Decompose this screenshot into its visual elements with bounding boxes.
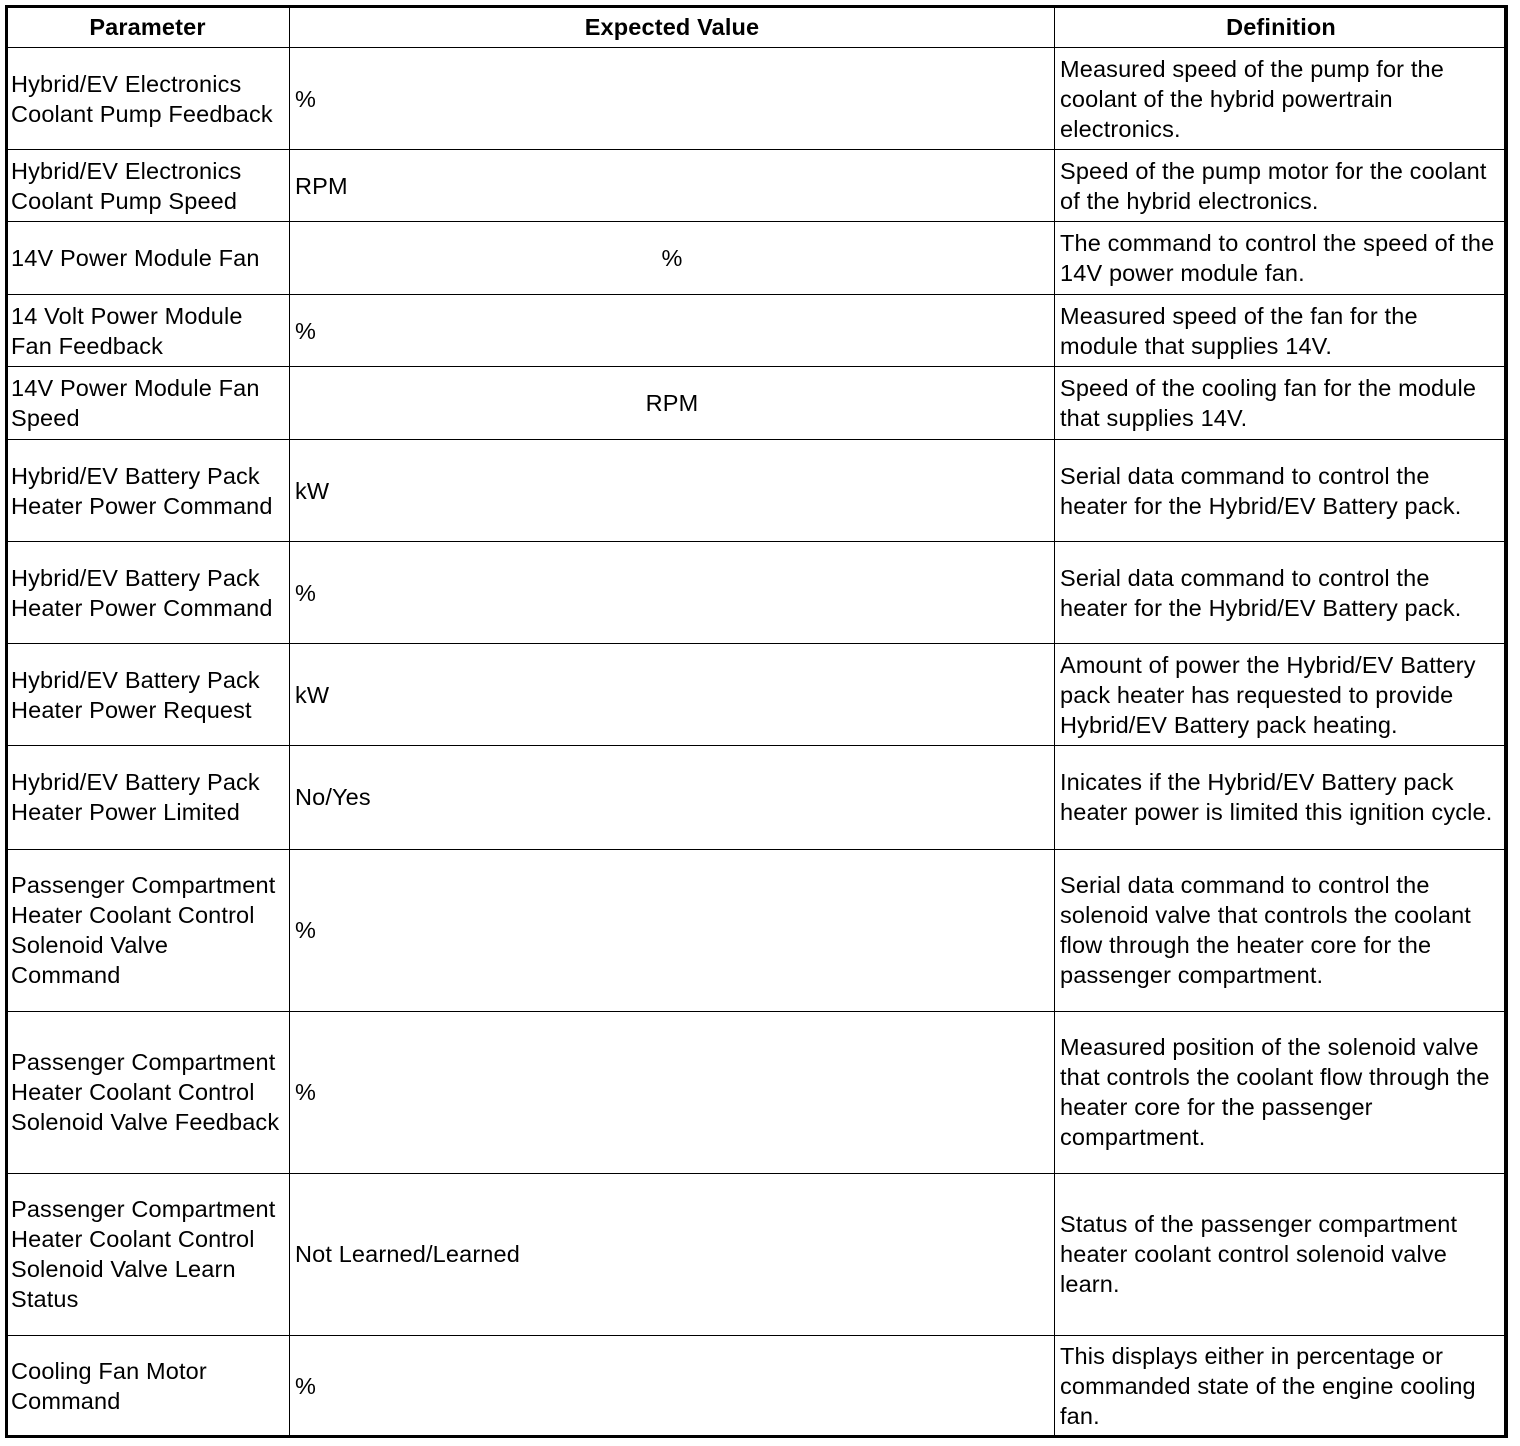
expected-value-cell: Not Learned/Learned: [290, 1173, 1055, 1335]
definition-cell: Speed of the pump motor for the coolant of the hybrid electronics.: [1055, 150, 1508, 222]
expected-value-cell: kW: [290, 644, 1055, 746]
parameter-cell: Hybrid/EV Battery Pack Heater Power Request: [6, 644, 290, 746]
definition-cell: Inicates if the Hybrid/EV Battery pack heater power is limited this ignition cycle.: [1055, 746, 1508, 849]
definition-cell: Serial data command to control the heater for the Hybrid/EV Battery pack.: [1055, 542, 1508, 644]
definition-cell: Measured speed of the fan for the module that supplies 14V.: [1055, 295, 1508, 367]
expected-value-cell: %: [290, 295, 1055, 367]
table-outer-border: [5, 5, 1507, 1438]
expected-value-cell: %: [290, 542, 1055, 644]
expected-value-cell: %: [290, 1011, 1055, 1173]
definition-cell: Status of the passenger compartment heater coolant control solenoid valve learn.: [1055, 1173, 1508, 1335]
parameter-cell: Passenger Compartment Heater Coolant Control Solenoid Valve Learn Status: [6, 1173, 290, 1335]
parameter-cell: 14V Power Module Fan: [6, 222, 290, 295]
definition-cell: Speed of the cooling fan for the module that supplies 14V.: [1055, 367, 1508, 440]
expected-value-cell: RPM: [290, 367, 1055, 440]
definition-cell: Measured position of the solenoid valve that controls the coolant flow through the heater core for the passenger compartment.: [1055, 1011, 1508, 1173]
definition-cell: Serial data command to control the heater for the Hybrid/EV Battery pack.: [1055, 440, 1508, 542]
definition-cell: Measured speed of the pump for the coolant of the hybrid powertrain electronics.: [1055, 48, 1508, 150]
expected-value-cell: kW: [290, 440, 1055, 542]
header-definition: Definition: [1055, 6, 1508, 48]
expected-value-cell: %: [290, 849, 1055, 1011]
definition-cell: Serial data command to control the solenoid valve that controls the coolant flow through the heater core for the passenger compartment.: [1055, 849, 1508, 1011]
parameter-cell: 14 Volt Power Module Fan Feedback: [6, 295, 290, 367]
parameter-cell: Passenger Compartment Heater Coolant Control Solenoid Valve Command: [6, 849, 290, 1011]
expected-value-cell: RPM: [290, 150, 1055, 222]
expected-value-cell: No/Yes: [290, 746, 1055, 849]
header-parameter: Parameter: [6, 6, 290, 48]
parameter-cell: 14V Power Module Fan Speed: [6, 367, 290, 440]
parameter-cell: Hybrid/EV Electronics Coolant Pump Feedback: [6, 48, 290, 150]
definition-cell: This displays either in percentage or commanded state of the engine cooling fan.: [1055, 1335, 1508, 1437]
parameter-cell: Cooling Fan Motor Command: [6, 1335, 290, 1437]
header-expected-value: Expected Value: [290, 6, 1055, 48]
expected-value-cell: %: [290, 48, 1055, 150]
parameter-cell: Passenger Compartment Heater Coolant Control Solenoid Valve Feedback: [6, 1011, 290, 1173]
expected-value-cell: %: [290, 222, 1055, 295]
parameter-cell: Hybrid/EV Battery Pack Heater Power Command: [6, 542, 290, 644]
parameter-cell: Hybrid/EV Battery Pack Heater Power Command: [6, 440, 290, 542]
parameter-cell: Hybrid/EV Battery Pack Heater Power Limited: [6, 746, 290, 849]
definition-cell: The command to control the speed of the 14V power module fan.: [1055, 222, 1508, 295]
expected-value-cell: %: [290, 1335, 1055, 1437]
parameter-cell: Hybrid/EV Electronics Coolant Pump Speed: [6, 150, 290, 222]
definition-cell: Amount of power the Hybrid/EV Battery pack heater has requested to provide Hybrid/EV Battery pack heating.: [1055, 644, 1508, 746]
